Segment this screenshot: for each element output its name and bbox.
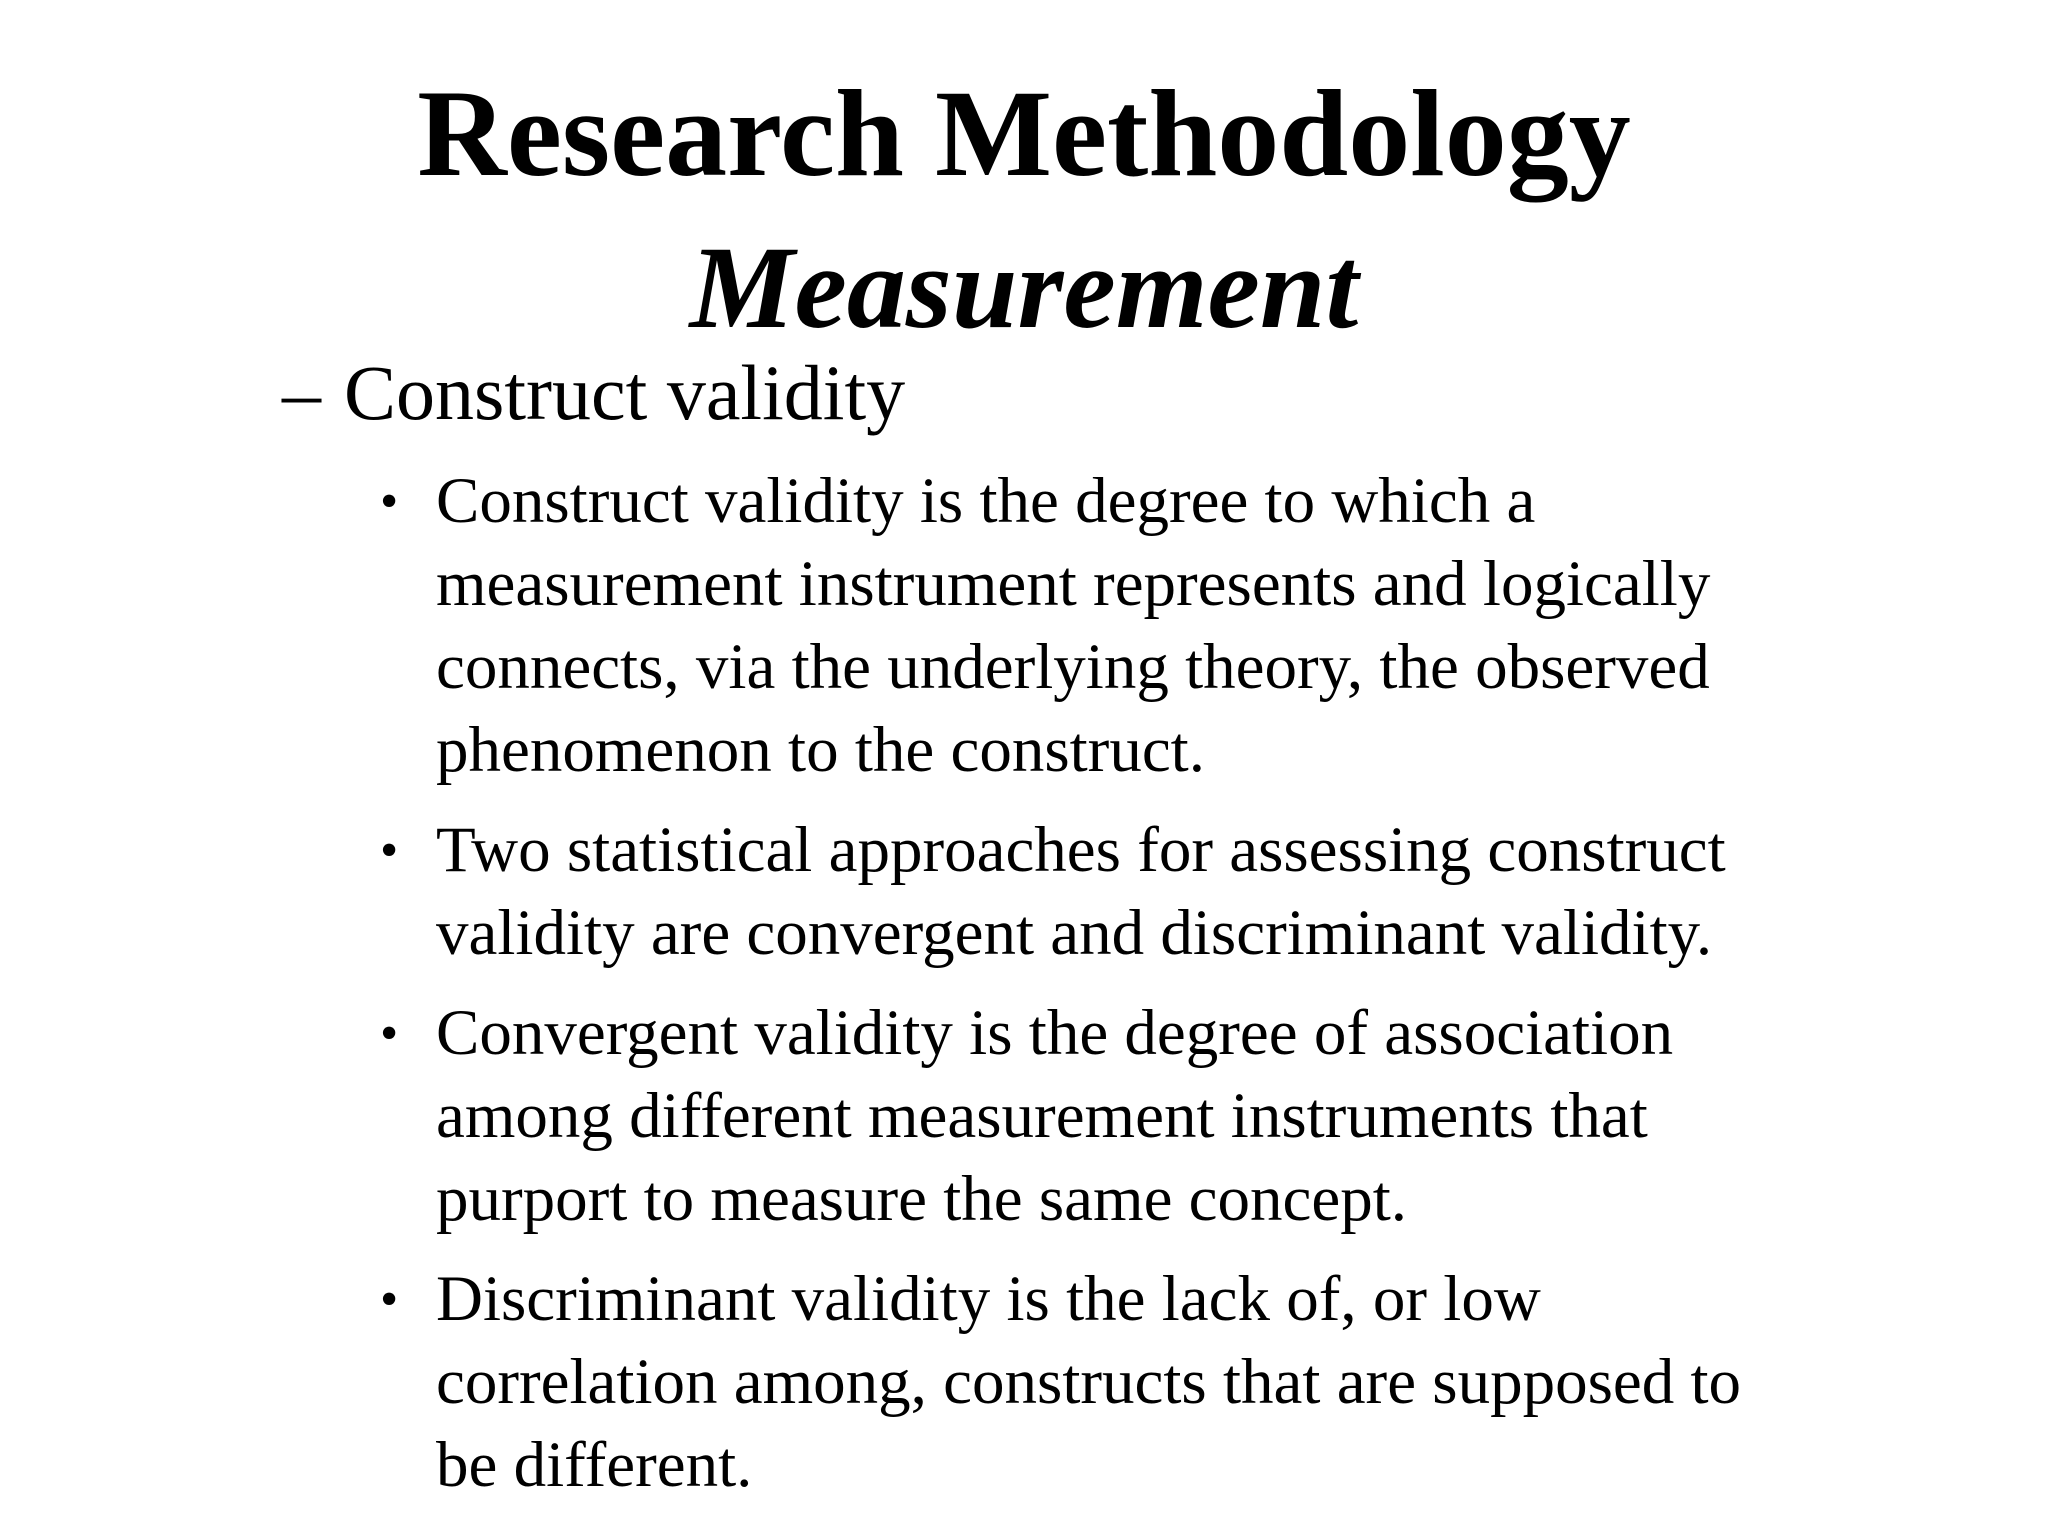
- bullet-line: correlation among, constructs that are supposed to: [436, 1346, 1742, 1418]
- slide-title: Research Methodology: [417, 65, 1631, 202]
- bullet-item: [380, 992, 1860, 1241]
- bullet-line: Construct validity is the degree to which a: [436, 465, 1536, 537]
- bullet-item: [380, 1258, 1860, 1507]
- bullet-line: Convergent validity is the degree of association: [436, 997, 1674, 1069]
- bullet-line: Discriminant validity is the lack of, or low: [436, 1263, 1541, 1335]
- bullet-marker: •: [380, 1005, 399, 1062]
- bullet-line: among different measurement instruments that: [436, 1080, 1648, 1152]
- bullet-line: phenomenon to the construct.: [436, 714, 1205, 786]
- bullet-item: [380, 809, 1860, 975]
- slide-subtitle: Measurement: [689, 222, 1359, 353]
- bullet-line: be different.: [436, 1429, 753, 1501]
- bullet-line: measurement instrument represents and logically: [436, 548, 1711, 620]
- bullet-item: [380, 460, 1860, 792]
- section-label: Construct validity: [344, 349, 906, 436]
- bullet-marker: •: [380, 473, 399, 530]
- section-heading: [282, 348, 905, 438]
- bullet-line: purport to measure the same concept.: [436, 1163, 1408, 1235]
- bullet-line: connects, via the underlying theory, the observed: [436, 631, 1710, 703]
- bullet-line: validity are convergent and discriminant validity.: [436, 897, 1713, 969]
- bullet-marker: •: [380, 1271, 399, 1328]
- bullet-line: Two statistical approaches for assessing construct: [436, 814, 1726, 886]
- bullet-marker: •: [380, 822, 399, 879]
- bullet-list: [380, 460, 1860, 1524]
- dash-marker: –: [282, 349, 321, 436]
